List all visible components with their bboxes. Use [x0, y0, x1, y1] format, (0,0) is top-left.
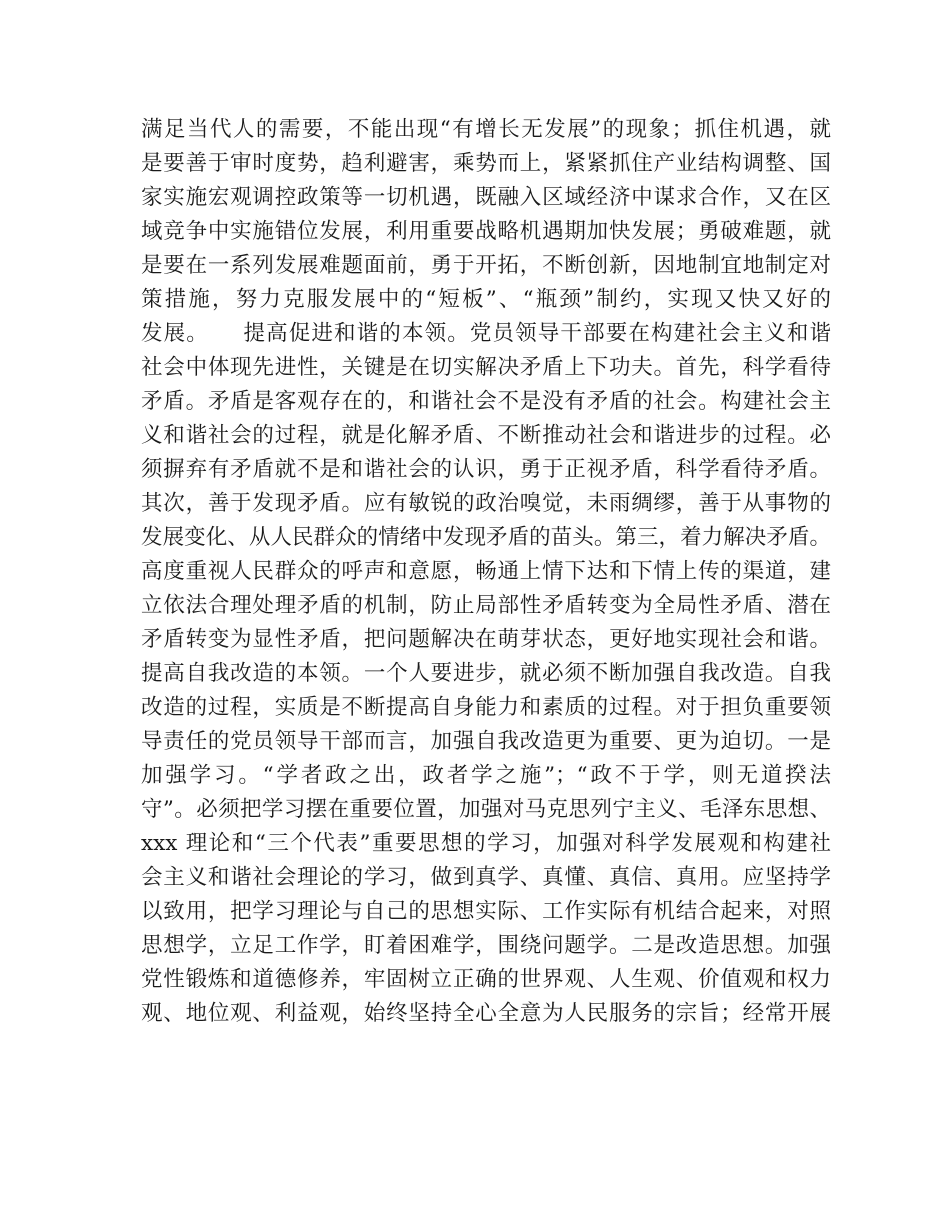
text-line: 义和谐社会的过程，就是化解矛盾、不断推动社会和谐进步的过程。必	[141, 423, 831, 448]
text-line: 社会中体现先进性，关键是在切实解决矛盾上下功夫。首先，科学看待	[141, 355, 831, 380]
text-line: 改造的过程，实质是不断提高自身能力和素质的过程。对于担负重要领	[141, 695, 831, 720]
text-line: 是要在一系列发展难题面前，勇于开拓，不断创新，因地制宜地制定对	[141, 253, 831, 278]
text-line: 以致用，把学习理论与自己的思想实际、工作实际有机结合起来，对照	[141, 899, 831, 924]
text-line: xxx 理论和“三个代表”重要思想的学习，加强对科学发展观和构建社	[141, 831, 831, 856]
text-line: 其次，善于发现矛盾。应有敏锐的政治嗅觉，未雨绸缪，善于从事物的	[141, 491, 831, 516]
text-line: 满足当代人的需要，不能出现“有增长无发展”的现象；抓住机遇，就	[141, 117, 831, 142]
body-text	[141, 113, 831, 1031]
text-line: 高度重视人民群众的呼声和意愿，畅通上情下达和下情上传的渠道，建	[141, 559, 831, 584]
text-line: 须摒弃有矛盾就不是和谐社会的认识，勇于正视矛盾，科学看待矛盾。	[141, 457, 831, 482]
text-line: 提高自我改造的本领。一个人要进步，就必须不断加强自我改造。自我	[141, 661, 831, 686]
text-line: 域竞争中实施错位发展，利用重要战略机遇期加快发展；勇破难题，就	[141, 219, 831, 244]
text-line: 会主义和谐社会理论的学习，做到真学、真懂、真信、真用。应坚持学	[141, 865, 831, 890]
text-line: 发展。 提高促进和谐的本领。党员领导干部要在构建社会主义和谐	[141, 321, 831, 346]
text-line: 党性锻炼和道德修养，牢固树立正确的世界观、人生观、价值观和权力	[141, 967, 831, 992]
text-line: 导责任的党员领导干部而言，加强自我改造更为重要、更为迫切。一是	[141, 729, 831, 754]
text-line: 是要善于审时度势，趋利避害，乘势而上，紧紧抓住产业结构调整、国	[141, 151, 831, 176]
text-line: 策措施，努力克服发展中的“短板”、“瓶颈”制约，实现又快又好的	[141, 287, 831, 312]
text-line: 观、地位观、利益观，始终坚持全心全意为人民服务的宗旨；经常开展	[141, 1001, 831, 1026]
text-line: 家实施宏观调控政策等一切机遇，既融入区域经济中谋求合作，又在区	[141, 185, 831, 210]
text-line: 立依法合理处理矛盾的机制，防止局部性矛盾转变为全局性矛盾、潜在	[141, 593, 831, 618]
text-line: 矛盾转变为显性矛盾，把问题解决在萌芽状态，更好地实现社会和谐。	[141, 627, 831, 652]
text-line: 守”。必须把学习摆在重要位置，加强对马克思列宁主义、毛泽东思想、	[141, 797, 831, 822]
text-line: 加强学习。“学者政之出，政者学之施”；“政不于学，则无道揆法	[141, 763, 831, 788]
text-line: 思想学，立足工作学，盯着困难学，围绕问题学。二是改造思想。加强	[141, 933, 831, 958]
text-line: 矛盾。矛盾是客观存在的，和谐社会不是没有矛盾的社会。构建社会主	[141, 389, 831, 414]
text-line: 发展变化、从人民群众的情绪中发现矛盾的苗头。第三，着力解决矛盾。	[141, 525, 831, 550]
